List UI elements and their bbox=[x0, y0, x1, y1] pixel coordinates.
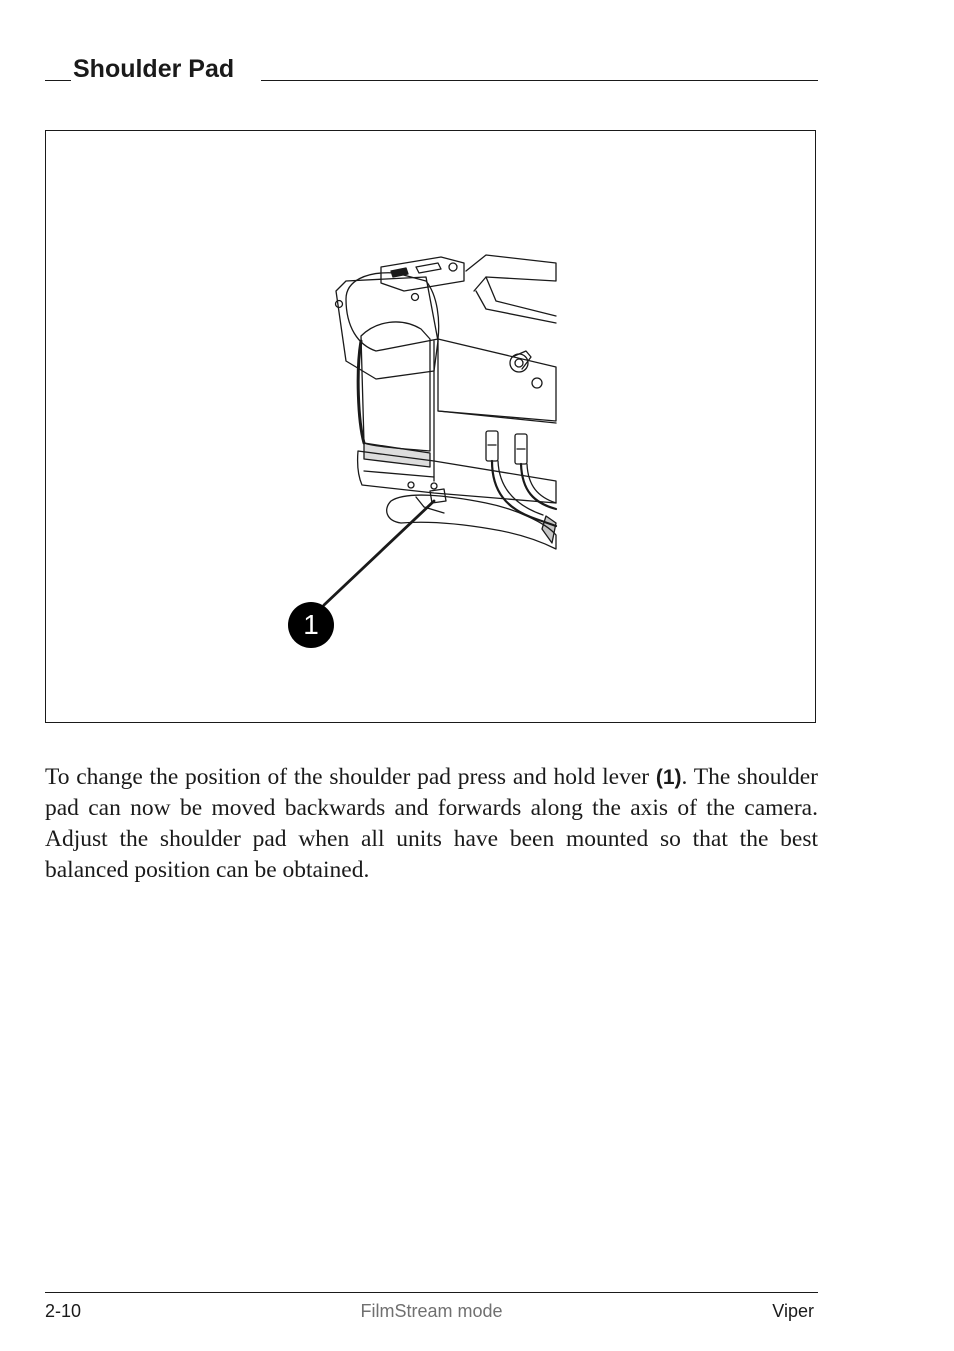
body-paragraph bbox=[45, 762, 818, 886]
page-number: 2-10 bbox=[45, 1301, 82, 1321]
product-name: Viper bbox=[772, 1301, 814, 1321]
heading-rule-right bbox=[261, 80, 818, 81]
lever-reference: (1) bbox=[655, 766, 682, 789]
body-text-start: To change the position of the shoulder pad press and hold lever bbox=[45, 764, 656, 790]
side-panel bbox=[438, 339, 556, 421]
section-heading bbox=[45, 52, 818, 84]
figure-frame bbox=[45, 130, 816, 723]
section-title: Shoulder Pad bbox=[73, 55, 235, 83]
body-text-end: . The shoulder pad can now be moved backwards and forwards along the axis of the camera. Adjust the shoulder pad when all units have been mounted so that the best balanced position can be obtained. bbox=[45, 764, 818, 883]
page-footer bbox=[45, 1299, 818, 1323]
heading-rule-left bbox=[45, 80, 71, 81]
camera-illustration bbox=[46, 131, 817, 724]
chapter-name: FilmStream mode bbox=[360, 1301, 503, 1321]
rear-housing bbox=[346, 273, 439, 351]
connector-left bbox=[486, 431, 498, 461]
callout-badge-1: 1 bbox=[288, 602, 334, 648]
footer-rule bbox=[45, 1292, 818, 1293]
callout-leader bbox=[324, 501, 434, 605]
battery-panel bbox=[361, 322, 430, 451]
handle-outline bbox=[466, 255, 556, 291]
